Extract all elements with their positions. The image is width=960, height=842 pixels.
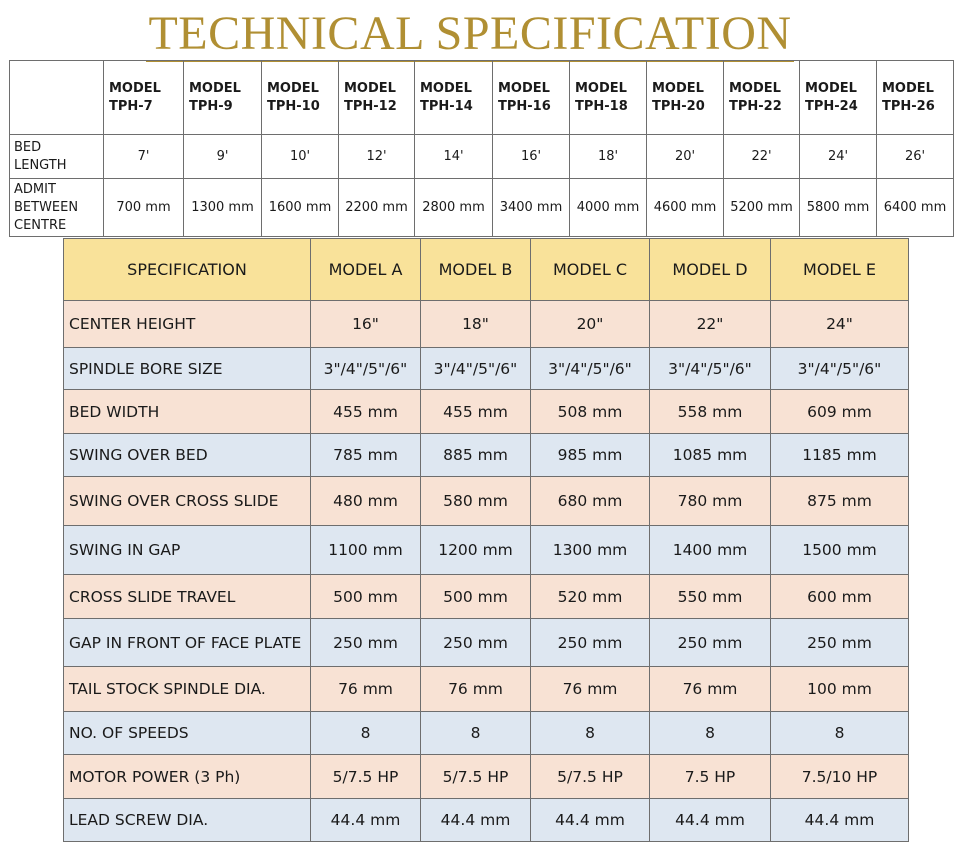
spec-table-row [64, 301, 909, 348]
spec-value-cell: 5/7.5 HP [531, 755, 650, 799]
models-value-cell: 26' [877, 135, 954, 179]
models-value-cell: 3400 mm [493, 179, 570, 237]
spec-value-cell: 1185 mm [771, 434, 909, 477]
spec-table-row [64, 348, 909, 390]
spec-value-cell: 1500 mm [771, 526, 909, 575]
spec-value-cell: 5/7.5 HP [311, 755, 421, 799]
spec-value-cell: 500 mm [311, 575, 421, 619]
spec-value-cell: 875 mm [771, 477, 909, 526]
models-value-cell: 2200 mm [339, 179, 415, 237]
models-row-label-line: ADMIT [14, 181, 56, 197]
models-header-row [10, 61, 954, 135]
spec-value-cell: 680 mm [531, 477, 650, 526]
spec-table-row [64, 477, 909, 526]
spec-value-cell: 1085 mm [650, 434, 771, 477]
spec-value-cell: 250 mm [531, 619, 650, 667]
spec-value-cell: 250 mm [421, 619, 531, 667]
spec-value-cell: 7.5 HP [650, 755, 771, 799]
models-value-cell: 10' [262, 135, 339, 179]
spec-row-label: LEAD SCREW DIA. [64, 799, 311, 842]
models-value-cell: 700 mm [104, 179, 184, 237]
spec-value-cell: 780 mm [650, 477, 771, 526]
spec-table-row [64, 712, 909, 755]
spec-row-label: SWING OVER CROSS SLIDE [64, 477, 311, 526]
spec-value-cell: 44.4 mm [421, 799, 531, 842]
spec-table-row [64, 526, 909, 575]
model-header-line: MODEL [267, 80, 319, 96]
models-value-cell: 5200 mm [724, 179, 800, 237]
model-header-cell [104, 61, 184, 135]
spec-value-cell: 455 mm [311, 390, 421, 434]
spec-value-cell: 8 [650, 712, 771, 755]
spec-value-cell: 550 mm [650, 575, 771, 619]
model-header-line: MODEL [729, 80, 781, 96]
spec-row-label: TAIL STOCK SPINDLE DIA. [64, 667, 311, 712]
model-header-line: TPH-10 [267, 98, 320, 114]
spec-value-cell: 16" [311, 301, 421, 348]
model-header-line: MODEL [189, 80, 241, 96]
spec-value-cell: 520 mm [531, 575, 650, 619]
models-value-cell: 6400 mm [877, 179, 954, 237]
spec-value-cell: 250 mm [311, 619, 421, 667]
model-header-line: TPH-7 [109, 98, 153, 114]
model-header-line: TPH-9 [189, 98, 233, 114]
spec-value-cell: 1200 mm [421, 526, 531, 575]
spec-value-cell: 455 mm [421, 390, 531, 434]
models-value-cell: 14' [415, 135, 493, 179]
spec-value-cell: 500 mm [421, 575, 531, 619]
spec-value-cell: 785 mm [311, 434, 421, 477]
models-row-label-line: CENTRE [14, 217, 67, 233]
spec-header-model: MODEL D [650, 239, 771, 301]
spec-row-label: BED WIDTH [64, 390, 311, 434]
model-header-cell [800, 61, 877, 135]
spec-value-cell: 44.4 mm [650, 799, 771, 842]
spec-value-cell: 580 mm [421, 477, 531, 526]
spec-value-cell: 1300 mm [531, 526, 650, 575]
model-header-line: MODEL [109, 80, 161, 96]
models-value-cell: 4600 mm [647, 179, 724, 237]
spec-value-cell: 7.5/10 HP [771, 755, 909, 799]
models-table-row [10, 179, 954, 237]
spec-value-cell: 480 mm [311, 477, 421, 526]
spec-header-model: MODEL A [311, 239, 421, 301]
models-table [9, 60, 954, 237]
spec-value-cell: 100 mm [771, 667, 909, 712]
spec-value-cell: 250 mm [771, 619, 909, 667]
models-row-label-line: LENGTH [14, 157, 67, 173]
model-header-line: TPH-12 [344, 98, 397, 114]
model-header-cell [493, 61, 570, 135]
spec-value-cell: 8 [531, 712, 650, 755]
model-header-line: MODEL [805, 80, 857, 96]
spec-row-label: SWING IN GAP [64, 526, 311, 575]
model-header-line: TPH-26 [882, 98, 935, 114]
model-header-line: TPH-20 [652, 98, 705, 114]
model-header-line: MODEL [882, 80, 934, 96]
spec-table-row [64, 667, 909, 712]
spec-value-cell: 1100 mm [311, 526, 421, 575]
spec-value-cell: 600 mm [771, 575, 909, 619]
models-value-cell: 22' [724, 135, 800, 179]
spec-row-label: SPINDLE BORE SIZE [64, 348, 311, 390]
models-value-cell: 12' [339, 135, 415, 179]
spec-value-cell: 44.4 mm [771, 799, 909, 842]
spec-row-label: GAP IN FRONT OF FACE PLATE [64, 619, 311, 667]
spec-table [63, 238, 909, 842]
models-row-label [10, 135, 104, 179]
spec-table-row [64, 619, 909, 667]
spec-row-label: MOTOR POWER (3 Ph) [64, 755, 311, 799]
models-row-label-line: BED [14, 139, 42, 155]
models-value-cell: 5800 mm [800, 179, 877, 237]
model-header-line: TPH-24 [805, 98, 858, 114]
spec-table-row [64, 755, 909, 799]
spec-header-model: MODEL E [771, 239, 909, 301]
models-corner-cell [10, 61, 104, 135]
spec-value-cell: 8 [771, 712, 909, 755]
spec-value-cell: 24" [771, 301, 909, 348]
models-table-row [10, 135, 954, 179]
spec-table-row [64, 390, 909, 434]
models-value-cell: 20' [647, 135, 724, 179]
spec-row-label: CROSS SLIDE TRAVEL [64, 575, 311, 619]
spec-value-cell: 76 mm [650, 667, 771, 712]
spec-value-cell: 20" [531, 301, 650, 348]
spec-value-cell: 1400 mm [650, 526, 771, 575]
models-value-cell: 4000 mm [570, 179, 647, 237]
spec-value-cell: 76 mm [421, 667, 531, 712]
spec-value-cell: 8 [311, 712, 421, 755]
page-title [0, 6, 940, 62]
spec-row-label: CENTER HEIGHT [64, 301, 311, 348]
model-header-cell [647, 61, 724, 135]
model-header-line: MODEL [420, 80, 472, 96]
spec-value-cell: 3"/4"/5"/6" [421, 348, 531, 390]
spec-value-cell: 76 mm [311, 667, 421, 712]
spec-value-cell: 558 mm [650, 390, 771, 434]
spec-row-label: SWING OVER BED [64, 434, 311, 477]
spec-value-cell: 985 mm [531, 434, 650, 477]
model-header-line: MODEL [652, 80, 704, 96]
spec-value-cell: 8 [421, 712, 531, 755]
spec-value-cell: 250 mm [650, 619, 771, 667]
spec-value-cell: 18" [421, 301, 531, 348]
spec-value-cell: 885 mm [421, 434, 531, 477]
spec-table-row [64, 575, 909, 619]
models-value-cell: 1300 mm [184, 179, 262, 237]
model-header-line: MODEL [575, 80, 627, 96]
spec-value-cell: 3"/4"/5"/6" [531, 348, 650, 390]
model-header-line: TPH-14 [420, 98, 473, 114]
spec-value-cell: 609 mm [771, 390, 909, 434]
model-header-line: TPH-22 [729, 98, 782, 114]
spec-row-label: NO. OF SPEEDS [64, 712, 311, 755]
spec-header-row [64, 239, 909, 301]
model-header-cell [262, 61, 339, 135]
spec-value-cell: 44.4 mm [531, 799, 650, 842]
model-header-line: TPH-16 [498, 98, 551, 114]
models-value-cell: 16' [493, 135, 570, 179]
spec-value-cell: 5/7.5 HP [421, 755, 531, 799]
models-value-cell: 1600 mm [262, 179, 339, 237]
spec-value-cell: 22" [650, 301, 771, 348]
spec-value-cell: 76 mm [531, 667, 650, 712]
spec-table-row [64, 799, 909, 842]
spec-value-cell: 508 mm [531, 390, 650, 434]
models-value-cell: 2800 mm [415, 179, 493, 237]
model-header-line: TPH-18 [575, 98, 628, 114]
models-row-label-line: BETWEEN [14, 199, 79, 215]
spec-header-model: MODEL B [421, 239, 531, 301]
models-value-cell: 24' [800, 135, 877, 179]
model-header-line: MODEL [498, 80, 550, 96]
models-row-label [10, 179, 104, 237]
spec-value-cell: 44.4 mm [311, 799, 421, 842]
page-title-text: TECHNICAL SPECIFICATION [148, 7, 792, 60]
model-header-cell [570, 61, 647, 135]
spec-value-cell: 3"/4"/5"/6" [771, 348, 909, 390]
model-header-cell [339, 61, 415, 135]
spec-header-model: MODEL C [531, 239, 650, 301]
models-value-cell: 9' [184, 135, 262, 179]
models-value-cell: 18' [570, 135, 647, 179]
spec-value-cell: 3"/4"/5"/6" [311, 348, 421, 390]
model-header-line: MODEL [344, 80, 396, 96]
model-header-cell [877, 61, 954, 135]
models-value-cell: 7' [104, 135, 184, 179]
spec-header-label: SPECIFICATION [64, 239, 311, 301]
model-header-cell [184, 61, 262, 135]
model-header-cell [724, 61, 800, 135]
model-header-cell [415, 61, 493, 135]
spec-table-row [64, 434, 909, 477]
spec-value-cell: 3"/4"/5"/6" [650, 348, 771, 390]
